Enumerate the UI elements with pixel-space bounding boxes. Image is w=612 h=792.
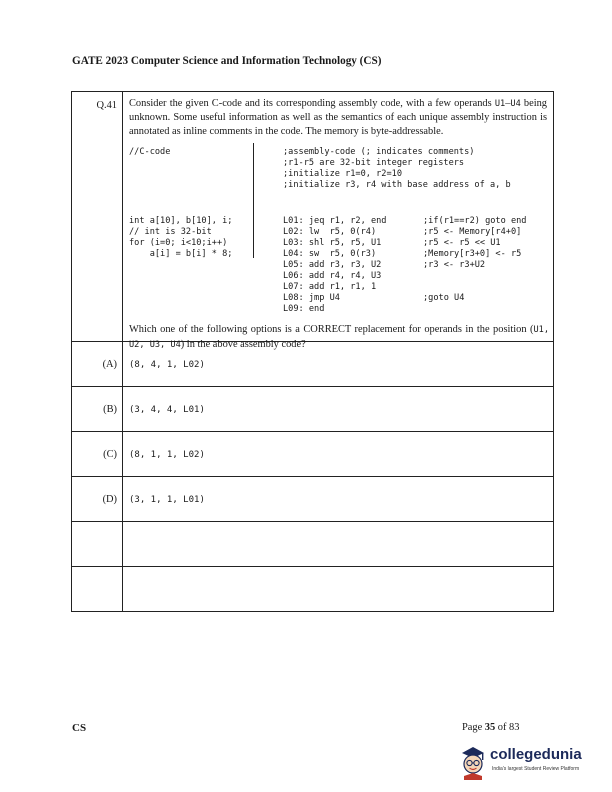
question-number: Q.41 (96, 100, 117, 111)
asm-comment: ;Memory[r3+0] <- r5 (423, 249, 522, 260)
asm-instruction: L04: sw r5, 0(r3) (283, 249, 377, 260)
option-row-d (72, 477, 554, 522)
question-text-2: being unknown. Some useful information as well as the semantics of each unique assembly instruction is annotated as inline comments in the code. The memory is byte-addressable. (129, 98, 548, 137)
logo-wordmark: collegedunia (490, 746, 582, 763)
asm-instruction: L03: shl r5, r5, U1 (283, 238, 382, 249)
asm-header-line: ;r1-r5 are 32-bit integer registers (283, 158, 465, 169)
question-text-1: Consider the given C-code and its corresponding assembly code, with a few operands (129, 98, 495, 109)
c-code-line: int a[10], b[10], i; (129, 216, 233, 227)
question-prompt-1: Which one of the following options is a CORRECT replacement for operands in the position ( (129, 324, 534, 336)
asm-comment: ;goto U4 (423, 293, 465, 304)
operand-u1: U1 (494, 99, 506, 109)
question-row (72, 92, 554, 342)
question-table (71, 91, 554, 612)
option-row-c (72, 432, 554, 477)
option-text (124, 433, 552, 460)
operand-u4: U4 (510, 99, 521, 109)
asm-instruction: L05: add r3, r3, U2 (283, 260, 382, 271)
empty-row (72, 567, 554, 612)
page-number (462, 722, 519, 733)
collegedunia-logo (456, 744, 596, 782)
question-number-cell (72, 92, 123, 342)
code-divider (253, 143, 254, 258)
option-text (124, 478, 552, 505)
page-total: of 83 (495, 722, 520, 733)
asm-instruction: L02: lw r5, 0(r4) (283, 227, 377, 238)
asm-instruction: L01: jeq r1, r2, end (283, 216, 387, 227)
asm-instruction: L07: add r1, r1, 1 (283, 282, 377, 293)
option-row-b (72, 387, 554, 432)
question-prompt (129, 323, 549, 352)
asm-comment: ;r3 <- r3+U2 (423, 260, 486, 271)
question-prompt-2: ) in the above assembly code? (180, 338, 306, 350)
asm-header-line: ;initialize r1=0, r2=10 (283, 169, 402, 180)
page-current: 35 (484, 722, 496, 733)
option-value: (3, 4, 4, L01) (129, 405, 205, 416)
question-body-cell (123, 92, 554, 350)
asm-instruction: L08: jmp U4 (283, 293, 340, 304)
code-area (123, 138, 553, 350)
asm-comment: ;r5 <- r5 << U1 (423, 238, 501, 249)
option-value: (8, 1, 1, L02) (129, 450, 205, 461)
asm-instruction: L06: add r4, r4, U3 (283, 271, 382, 282)
asm-header-line: ;assembly-code (; indicates comments) (283, 147, 475, 158)
page-label: Page (462, 722, 485, 733)
option-letter: (D) (102, 494, 117, 506)
logo-tagline: India's largest Student Review Platform (492, 766, 580, 772)
student-mascot-icon (456, 744, 490, 780)
question-dash: – (505, 98, 511, 109)
empty-row (72, 522, 554, 567)
c-code-line: // int is 32-bit (129, 227, 212, 238)
operand-list: U1, U2, U3, U4 (129, 325, 549, 350)
option-text (124, 388, 552, 415)
c-code-header: //C-code (129, 147, 171, 158)
option-letter: (A) (102, 359, 117, 371)
page-header: GATE 2023 Computer Science and Information Technology (CS) (72, 55, 382, 67)
footer-section-code: CS (72, 722, 87, 734)
c-code-line: for (i=0; i<10;i++) (129, 238, 228, 249)
asm-comment: ;if(r1==r2) goto end (423, 216, 527, 227)
asm-instruction: L09: end (283, 304, 325, 315)
option-letter: (B) (103, 404, 117, 416)
question-text (123, 92, 553, 138)
asm-header-line: ;initialize r3, r4 with base address of a, b (283, 180, 511, 191)
option-value: (3, 1, 1, L01) (129, 495, 205, 506)
option-letter: (C) (103, 449, 117, 461)
asm-comment: ;r5 <- Memory[r4+0] (423, 227, 522, 238)
option-value: (8, 4, 1, L02) (129, 360, 205, 371)
c-code-line: a[i] = b[i] * 8; (129, 249, 233, 260)
